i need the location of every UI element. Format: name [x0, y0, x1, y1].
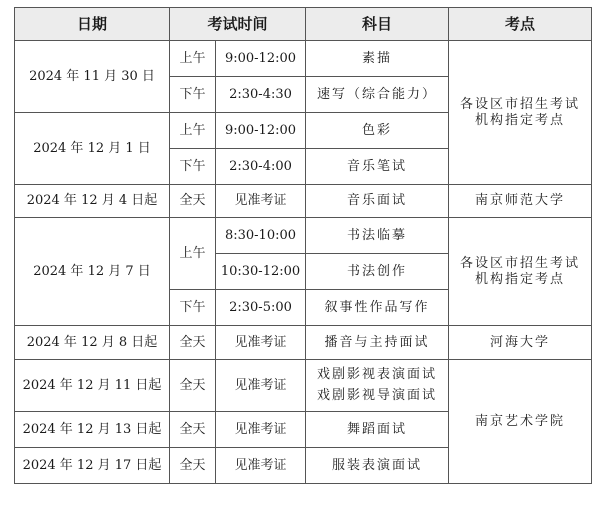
time-cell: 见准考证 [216, 360, 306, 412]
date-cell: 2024 年 12 月 13 日起 [15, 412, 170, 448]
subject-cell: 速写（综合能力） [306, 77, 449, 113]
header-time: 考试时间 [170, 8, 306, 41]
period-cell: 全天 [170, 412, 216, 448]
time-cell: 2:30-4:30 [216, 77, 306, 113]
time-cell: 2:30-5:00 [216, 290, 306, 326]
subject-cell: 音乐笔试 [306, 149, 449, 185]
date-cell: 2024 年 12 月 7 日 [15, 218, 170, 326]
subject-cell: 播音与主持面试 [306, 326, 449, 360]
header-date: 日期 [15, 8, 170, 41]
subject-line: 戏剧影视表演面试 [317, 367, 438, 383]
header-subject: 科目 [306, 8, 449, 41]
date-cell: 2024 年 12 月 17 日起 [15, 448, 170, 484]
table-row [15, 218, 592, 254]
venue-line: 各设区市招生考试 [460, 255, 581, 271]
time-cell: 见准考证 [216, 412, 306, 448]
subject-cell: 叙事性作品写作 [306, 290, 449, 326]
header-row [15, 8, 592, 41]
subject-cell: 素描 [306, 41, 449, 77]
period-cell: 上午 [170, 41, 216, 77]
subject-cell: 音乐面试 [306, 185, 449, 218]
subject-cell: 色彩 [306, 113, 449, 149]
time-cell: 见准考证 [216, 185, 306, 218]
table-row [15, 41, 592, 77]
subject-cell: 书法临摹 [306, 218, 449, 254]
venue-cell [449, 41, 592, 185]
date-cell: 2024 年 11 月 30 日 [15, 41, 170, 113]
time-cell: 9:00-12:00 [216, 113, 306, 149]
header-venue: 考点 [449, 8, 592, 41]
table-row [15, 326, 592, 360]
time-cell: 见准考证 [216, 326, 306, 360]
subject-cell [306, 360, 449, 412]
period-cell: 全天 [170, 448, 216, 484]
venue-line: 各设区市招生考试 [460, 96, 581, 112]
table-row [15, 185, 592, 218]
date-cell: 2024 年 12 月 4 日起 [15, 185, 170, 218]
period-cell: 下午 [170, 290, 216, 326]
venue-line: 机构指定考点 [475, 112, 566, 128]
period-cell: 全天 [170, 326, 216, 360]
table-row [15, 360, 592, 412]
venue-cell: 南京师范大学 [449, 185, 592, 218]
period-cell: 全天 [170, 185, 216, 218]
subject-cell: 书法创作 [306, 254, 449, 290]
date-cell: 2024 年 12 月 1 日 [15, 113, 170, 185]
period-cell: 下午 [170, 149, 216, 185]
date-cell: 2024 年 12 月 11 日起 [15, 360, 170, 412]
time-cell: 2:30-4:00 [216, 149, 306, 185]
period-cell: 上午 [170, 218, 216, 290]
venue-cell: 南京艺术学院 [449, 360, 592, 484]
time-cell: 10:30-12:00 [216, 254, 306, 290]
period-cell: 下午 [170, 77, 216, 113]
period-cell: 全天 [170, 360, 216, 412]
subject-cell: 服装表演面试 [306, 448, 449, 484]
period-cell: 上午 [170, 113, 216, 149]
subject-line: 戏剧影视导演面试 [317, 387, 438, 403]
subject-cell: 舞蹈面试 [306, 412, 449, 448]
venue-line: 机构指定考点 [475, 271, 566, 287]
time-cell: 见准考证 [216, 448, 306, 484]
venue-cell [449, 218, 592, 326]
date-cell: 2024 年 12 月 8 日起 [15, 326, 170, 360]
exam-schedule-table [14, 7, 592, 484]
time-cell: 9:00-12:00 [216, 41, 306, 77]
venue-cell: 河海大学 [449, 326, 592, 360]
time-cell: 8:30-10:00 [216, 218, 306, 254]
